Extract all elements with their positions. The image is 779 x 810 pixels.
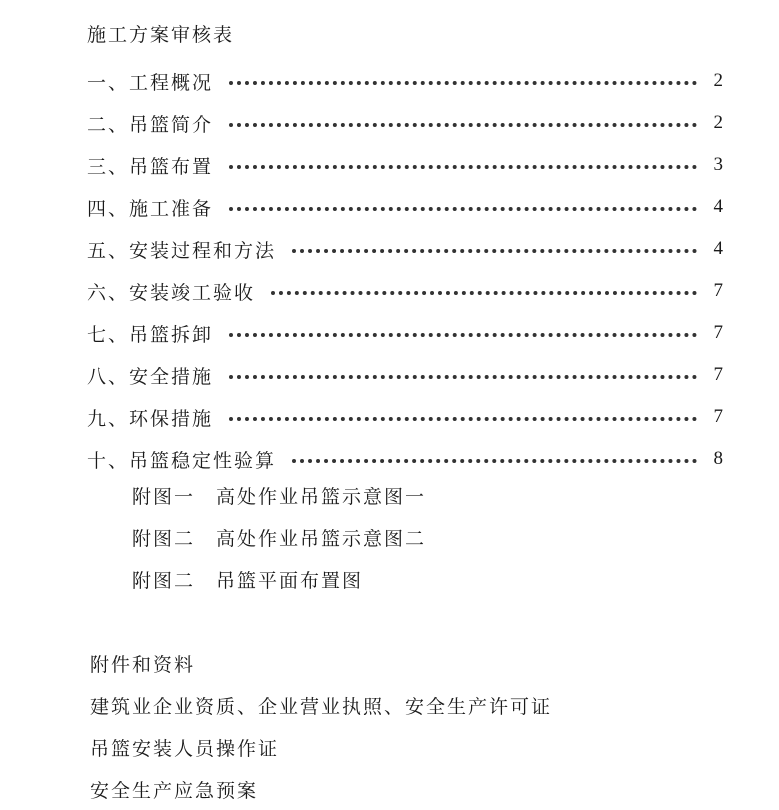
attachment-item: 安全生产应急预案: [90, 779, 259, 802]
toc-entry-label: 二、吊篮简介: [87, 113, 214, 136]
toc-entry-label: 五、安装过程和方法: [87, 239, 277, 262]
attachment-item: 吊篮安装人员操作证: [90, 737, 280, 760]
toc-dot-leader: [292, 249, 697, 253]
appendix-figure-number: 附图一: [132, 485, 196, 508]
toc-dot-leader: [229, 165, 697, 169]
toc-entry: [87, 60, 723, 102]
toc-entry: [87, 186, 723, 228]
toc-dot-leader: [229, 207, 697, 211]
toc-dot-leader: [229, 123, 697, 127]
toc-entry-page: 7: [713, 322, 723, 343]
toc-dot-leader: [229, 81, 697, 85]
document-heading: 施工方案审核表: [87, 24, 235, 46]
toc-dot-leader: [229, 417, 697, 421]
toc-entry: [87, 312, 723, 354]
appendix-figure-title: 高处作业吊篮示意图二: [216, 527, 427, 550]
toc-entry-page: 3: [713, 154, 723, 175]
toc-entry-page: 7: [713, 364, 723, 385]
appendix-figure-title: 高处作业吊篮示意图一: [216, 485, 427, 508]
appendix-figure-number: 附图二: [132, 527, 196, 550]
toc-entry-label: 四、施工准备: [87, 197, 214, 220]
appendix-figure-entry: [132, 474, 426, 516]
toc-entry-label: 七、吊篮拆卸: [87, 323, 214, 346]
appendix-figure-list: [132, 474, 426, 600]
toc-entry-page: 2: [713, 70, 723, 91]
toc-dot-leader: [271, 291, 697, 295]
toc-entry-label: 九、环保措施: [87, 407, 214, 430]
toc-entry-page: 7: [713, 280, 723, 301]
toc-entry-page: 7: [713, 406, 723, 427]
appendix-figure-number: 附图二: [132, 569, 196, 592]
appendix-figure-entry: [132, 558, 426, 600]
toc-dot-leader: [229, 375, 697, 379]
toc-entry-label: 六、安装竣工验收: [87, 281, 256, 304]
attachments-title: 附件和资料: [90, 653, 196, 676]
appendix-figure-entry: [132, 516, 426, 558]
toc-entry-page: 8: [713, 448, 723, 469]
toc-entry-label: 一、工程概况: [87, 71, 214, 94]
attachment-item: 建筑业企业资质、企业营业执照、安全生产许可证: [90, 695, 553, 718]
toc-entry-page: 4: [713, 238, 723, 259]
attachments-section: [90, 642, 552, 810]
toc-entry: [87, 144, 723, 186]
toc-entry-label: 十、吊篮稳定性验算: [87, 449, 277, 472]
toc-entry-page: 4: [713, 196, 723, 217]
toc-entry: [87, 270, 723, 312]
toc-entry: [87, 102, 723, 144]
toc-dot-leader: [292, 459, 697, 463]
toc-entry-label: 八、安全措施: [87, 365, 214, 388]
toc-dot-leader: [229, 333, 697, 337]
toc-entry-label: 三、吊篮布置: [87, 155, 214, 178]
toc-entry: [87, 228, 723, 270]
toc-entry-page: 2: [713, 112, 723, 133]
table-of-contents: [87, 60, 723, 480]
toc-entry: [87, 354, 723, 396]
toc-entry: [87, 396, 723, 438]
appendix-figure-title: 吊篮平面布置图: [216, 569, 364, 592]
